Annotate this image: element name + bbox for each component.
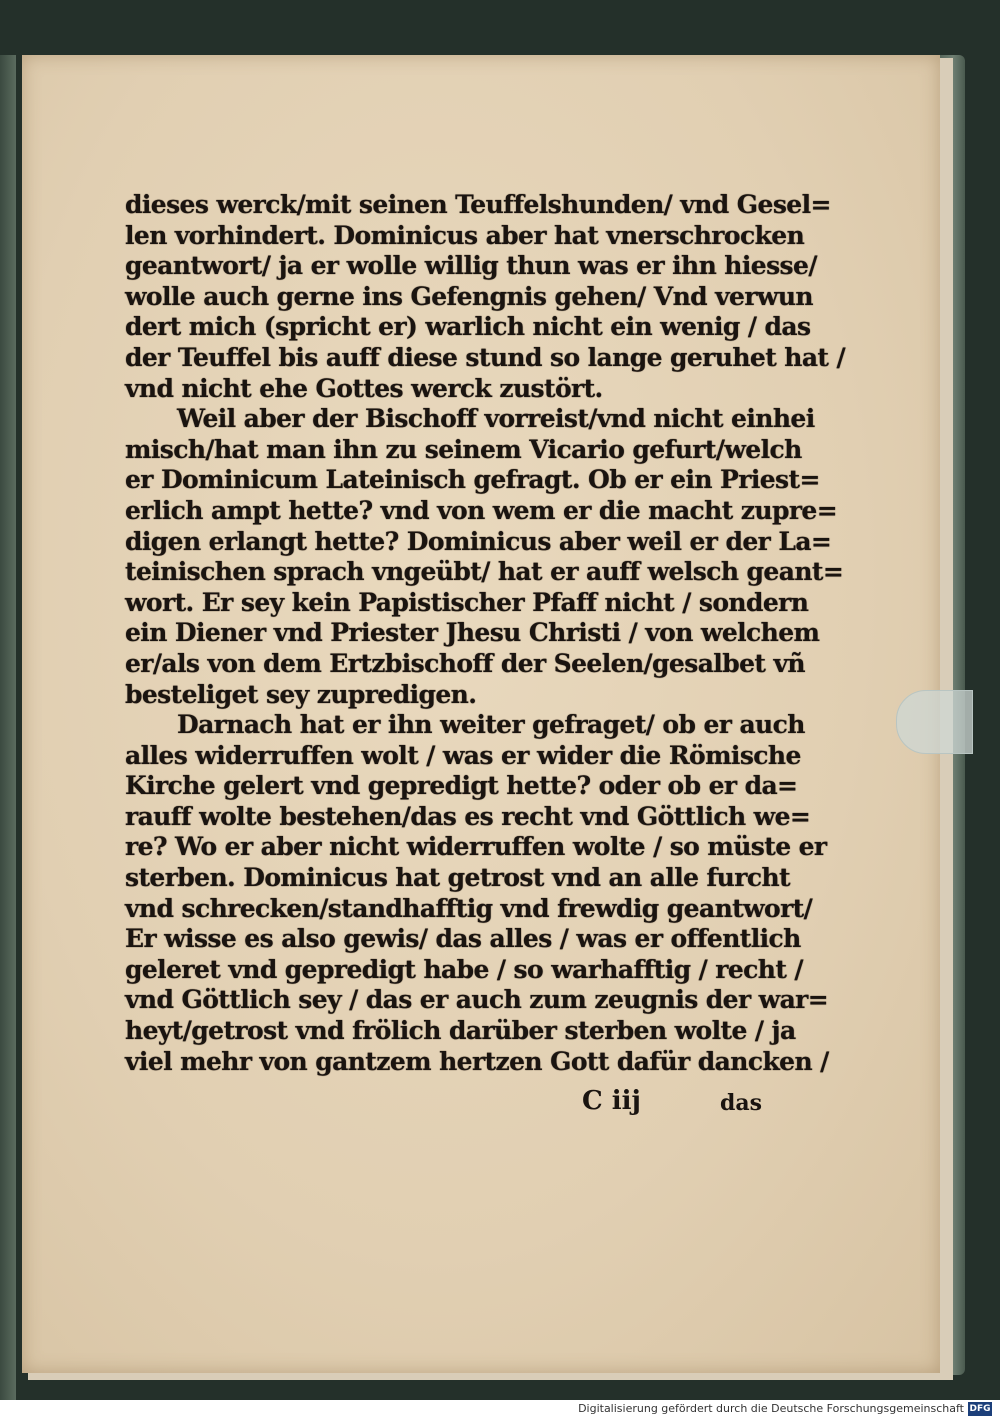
text-line: ein Diener vnd Priester Jhesu Christi / von welchem [125,618,820,648]
text-line: er Dominicum Lateinisch gefragt. Ob er ein Priest= [125,465,820,495]
text-line: er/als von dem Ertzbischoff der Seelen/gesalbet vñ [125,648,805,678]
text-line: geleret vnd gepredigt habe / so warhafftig / recht / [125,954,803,984]
text-line: wolle auch gerne ins Gefengnis gehen/ Vnd verwun [125,281,814,311]
text-line: rauff wolte bestehen/das es recht vnd Göttlich we= [125,801,811,831]
text-line: Weil aber der Bischoff vorreist/vnd nicht einhei [177,404,815,434]
text-line: vnd schrecken/standhafftig vnd frewdig geantwort/ [125,893,813,923]
plastic-page-tab [896,690,973,754]
text-line: Er wisse es also gewis/ das alles / was er offentlich [125,924,801,954]
text-line: erlich ampt hette? vnd von wem er die macht zupre= [125,495,838,525]
text-line: len vorhindert. Dominicus aber hat vnerschrocken [125,220,805,250]
text-line: sterben. Dominicus hat getrost vnd an alle furcht [125,863,790,893]
text-line: wort. Er sey kein Papistischer Pfaff nicht / sondern [125,587,809,617]
text-line: teinischen sprach vngeübt/ hat er auff welsch geant= [125,557,844,587]
page-text [125,190,846,1077]
text-line: dert mich (spricht er) warlich nicht ein wenig / das [125,312,811,342]
text-line: der Teuffel bis auff diese stund so lange geruhet hat / [125,342,846,372]
dfg-logo-icon: DFG [969,1404,991,1414]
text-line: digen erlangt hette? Dominicus aber weil er der La= [125,526,832,556]
book-cover-left [0,55,16,1400]
text-line: re? Wo er aber nicht widerruffen wolte / so müste er [125,832,827,862]
text-line: geantwort/ ja er wolle willig thun was er ihn hiesse/ [125,251,817,281]
text-line: vnd Göttlich sey / das er auch zum zeugnis der war= [125,985,829,1015]
catchword: das [720,1090,763,1116]
signature-mark: C iij [582,1086,641,1116]
text-line: besteliget sey zupredigen. [125,679,477,709]
text-line: Darnach hat er ihn weiter gefraget/ ob er auch [177,710,805,740]
text-line: dieses werck/mit seinen Teuffelshunden/ vnd Gesel= [125,190,831,219]
text-line: misch/hat man ihn zu seinem Vicario gefurt/welch [125,434,802,464]
text-line: heyt/getrost vnd frölich darüber sterben wolte / ja [125,1016,796,1046]
footer-bar [0,1400,1000,1419]
funding-notice: Digitalisierung gefördert durch die Deutsche Forschungsgemeinschaft [578,1402,964,1415]
text-line: vnd nicht ehe Gottes werck zustört. [125,373,603,403]
text-line: Kirche gelert vnd gepredigt hette? oder ob er da= [125,771,798,801]
text-line: viel mehr von gantzem hertzen Gott dafür dancken / [125,1046,829,1076]
text-line: alles widerruffen wolt / was er wider die Römische [125,740,801,770]
